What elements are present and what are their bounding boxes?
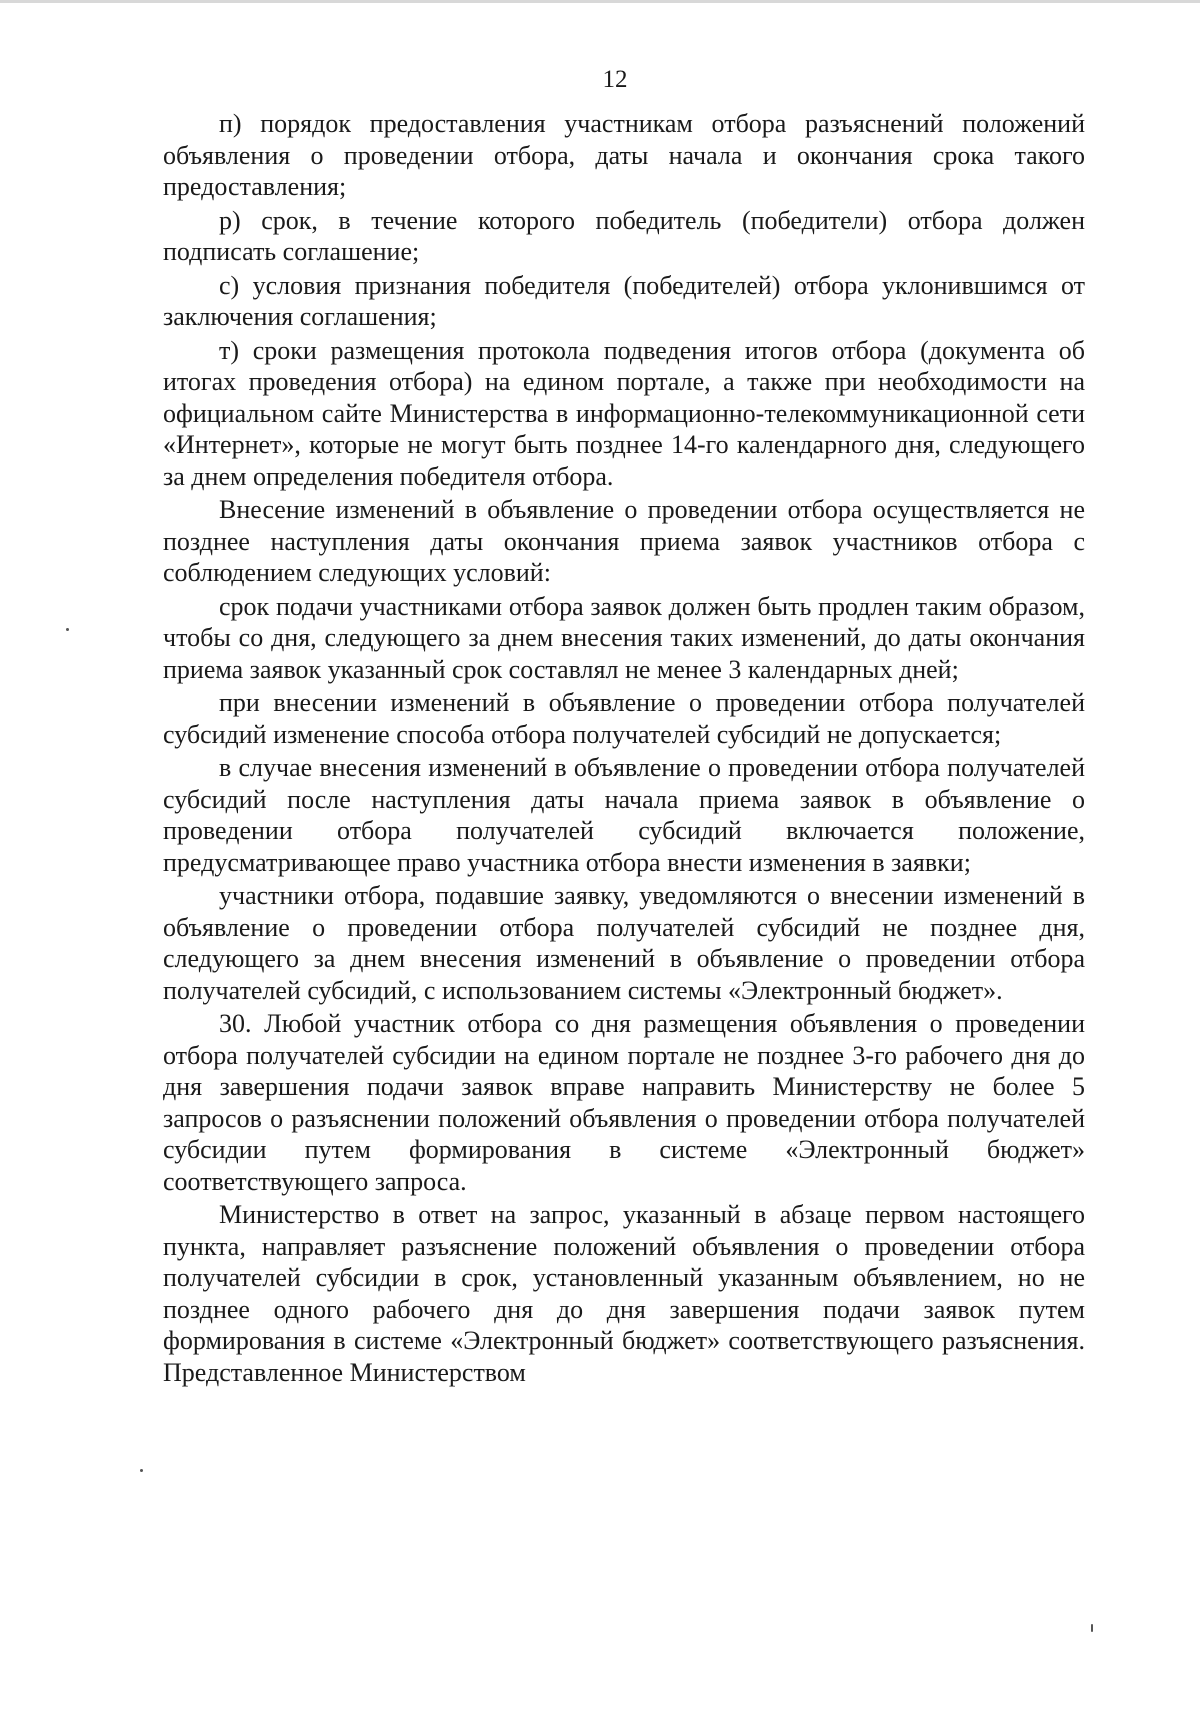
paragraph-item-t: т) сроки размещения протокола подведения итогов отбора (документа об итогах проведения отбора) на едином портале, а также при необходимости на официальном сайте Министерства в информационно-телекоммуникационной сети «Интернет», которые не могут быть позднее 14-го календарного дня, следующего за днем определения победителя отбора. <box>163 335 1085 491</box>
page-number: 12 <box>602 66 628 93</box>
scan-speck <box>140 1469 143 1472</box>
scan-speck <box>66 628 69 631</box>
paragraph-item-s: с) условия признания победителя (победителей) отбора уклонившимся от заключения соглашения; <box>163 270 1085 331</box>
paragraph-item-r: р) срок, в течение которого победитель (победители) отбора должен подписать соглашение; <box>163 205 1085 266</box>
paragraph-changes-intro: Внесение изменений в объявление о проведении отбора осуществляется не позднее наступления даты окончания приема заявок участников отбора с соблюдением следующих условий: <box>163 495 1085 587</box>
paragraph-condition-method: при внесении изменений в объявление о проведении отбора получателей субсидий изменение способа отбора получателей субсидий не допускается; <box>163 688 1085 749</box>
paragraph-ministry-response: Министерство в ответ на запрос, указанный в абзаце первом настоящего пункта, направляет разъяснение положений объявления о проведении отбора получателей субсидии в срок, установленный указанным объявлением, но не позднее одного рабочего дня до дня завершения подачи заявок путем формирования в системе «Электронный бюджет» соответствующего разъяснения. Представленное Министерством <box>163 1200 1085 1387</box>
paragraph-condition-notify: участники отбора, подавшие заявку, уведомляются о внесении изменений в объявление о проведении отбора получателей субсидий не позднее дня, следующего за днем внесения изменений в объявление о проведении отбора получателей субсидий, с использованием системы «Электронный бюджет». <box>163 881 1085 1005</box>
paragraph-item-p: п) порядок предоставления участникам отбора разъяснений положений объявления о проведении отбора, даты начала и окончания срока такого предоставления; <box>163 109 1085 201</box>
scan-speck <box>1091 1624 1093 1632</box>
paragraph-condition-amend: в случае внесения изменений в объявление о проведении отбора получателей субсидий после наступления даты начала приема заявок в объявление о проведении отбора получателей субсидий включается положение, предусматривающее право участника отбора внести изменения в заявки; <box>163 753 1085 877</box>
paragraph-condition-deadline: срок подачи участниками отбора заявок должен быть продлен таким образом, чтобы со дня, следующего за днем внесения таких изменений, до даты окончания приема заявок указанный срок составлял не менее 3 календарных дней; <box>163 591 1085 684</box>
document-body <box>163 108 1085 1390</box>
paragraph-clause-30: 30. Любой участник отбора со дня размещения объявления о проведении отбора получателей субсидии на едином портале не позднее 3-го рабочего дня до дня завершения подачи заявок вправе направить Министерству не более 5 запросов о разъяснении положений объявления о проведении отбора получателей субсидии путем формирования в системе «Электронный бюджет» соответствующего запроса. <box>163 1009 1085 1196</box>
